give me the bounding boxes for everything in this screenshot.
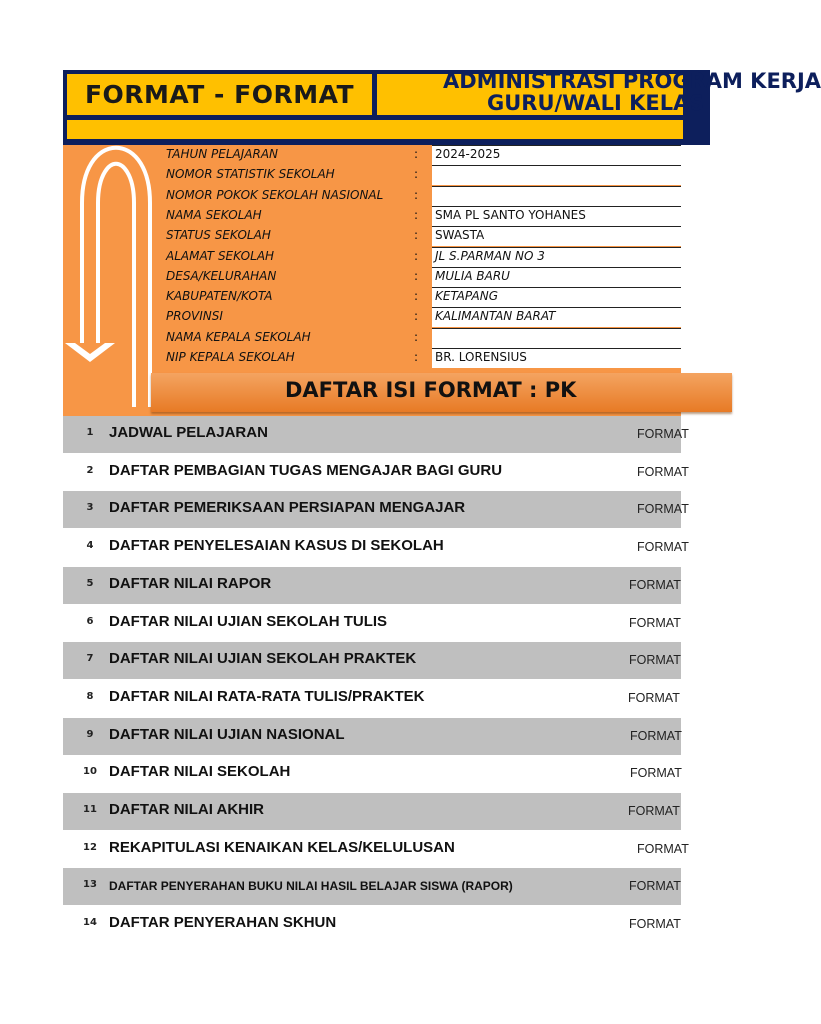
format-link[interactable]: FORMAT [628,690,680,705]
school-info-value-cell[interactable] [432,328,681,348]
school-info-row [166,226,681,246]
list-item [63,567,681,604]
school-info-colon: : [414,147,419,161]
school-info-row [166,206,681,226]
list-item-number: 5 [86,577,94,589]
list-item-title: DAFTAR PENYERAHAN BUKU NILAI HASIL BELAJAR SISWA (RAPOR) [109,879,513,894]
list-item-number: 3 [86,502,94,514]
school-info-value-cell[interactable]: SMA PL SANTO YOHANES [432,206,681,226]
header-left-title: FORMAT - FORMAT [67,74,372,115]
list-item [63,642,681,679]
school-info-label: NOMOR POKOK SEKOLAH NASIONAL [166,187,384,202]
school-info-row [166,186,681,206]
list-item-title: DAFTAR PEMERIKSAAN PERSIAPAN MENGAJAR [109,499,466,517]
list-item-title: DAFTAR NILAI UJIAN SEKOLAH PRAKTEK [109,650,417,668]
list-item-number: 14 [83,917,97,929]
format-link[interactable]: FORMAT [637,464,689,479]
format-link[interactable]: FORMAT [629,917,681,932]
format-link[interactable]: FORMAT [629,653,681,668]
school-info-colon: : [414,350,419,364]
list-item [63,491,689,528]
format-link[interactable]: FORMAT [637,502,689,517]
school-info-value-cell[interactable]: JL S.PARMAN NO 3 [432,247,681,267]
school-info-row [166,247,681,267]
format-link[interactable]: FORMAT [637,540,689,555]
school-info-row [166,348,681,368]
list-item-title: DAFTAR NILAI SEKOLAH [109,763,291,781]
school-info-row [166,267,681,287]
school-info-label: NAMA SEKOLAH [166,207,262,222]
school-info-colon: : [414,187,419,202]
header-right-title [377,69,821,115]
school-info-row [166,307,681,327]
list-item-number: 8 [86,690,94,702]
school-info-colon: : [414,207,419,222]
school-info-colon: : [414,329,419,344]
list-item-title: DAFTAR NILAI RATA-RATA TULIS/PRAKTEK [109,687,425,705]
list-item [63,454,689,491]
list-item-title: DAFTAR NILAI UJIAN SEKOLAH TULIS [109,612,388,630]
header-right-line2: GURU/WALI KELAS [487,91,705,115]
format-link[interactable]: FORMAT [630,766,682,781]
school-info-value-cell[interactable]: MULIA BARU [432,267,681,287]
list-item-number: 12 [83,841,97,853]
list-item [63,868,681,905]
school-info-value-cell[interactable] [432,165,681,185]
school-info-colon: : [414,309,419,324]
format-link[interactable]: FORMAT [629,615,681,630]
school-info-value-cell[interactable]: KETAPANG [432,287,681,307]
list-item [63,793,681,830]
school-info-colon: : [414,167,419,182]
school-info-label: NIP KEPALA SEKOLAH [166,350,295,364]
school-info-row [166,328,681,348]
school-info-label: DESA/KELURAHAN [166,268,277,283]
list-item-number: 4 [86,540,94,552]
list-item-number: 10 [83,766,97,778]
list-item-number: 13 [83,879,97,891]
format-link[interactable]: FORMAT [628,804,680,818]
school-info-colon: : [414,268,419,283]
format-link[interactable]: FORMAT [629,879,681,894]
list-item-number: 11 [83,804,97,815]
school-info-value-cell[interactable]: 2024-2025 [432,145,681,165]
list-item-number: 9 [86,728,94,740]
school-info-value-cell[interactable]: KALIMANTAN BARAT [432,307,681,327]
school-info-label: TAHUN PELAJARAN [166,147,279,161]
list-item-title: DAFTAR NILAI RAPOR [109,574,272,592]
list-item-title: DAFTAR PENYELESAIAN KASUS DI SEKOLAH [109,537,444,555]
school-info-label: ALAMAT SEKOLAH [166,248,275,263]
school-info-label: NOMOR STATISTIK SEKOLAH [166,167,335,182]
school-info-colon: : [414,289,419,304]
list-item-number: 2 [86,464,94,476]
format-link[interactable]: FORMAT [637,427,689,441]
school-info-label: PROVINSI [166,309,223,324]
school-info-row [166,145,681,165]
header-yellow-band [67,120,683,139]
list-item-number: 7 [86,653,94,665]
list-item [63,831,689,868]
school-info-row [166,287,681,307]
school-info-label: STATUS SEKOLAH [166,228,271,243]
daftar-isi-bar [151,373,732,412]
list-item [63,416,689,453]
list-item [63,906,681,943]
school-info-row [166,165,681,185]
list-item [63,680,681,717]
school-info-colon: : [414,228,419,243]
school-info-value-cell[interactable]: BR. LORENSIUS [432,348,681,368]
format-link[interactable]: FORMAT [637,841,689,856]
school-info-label: KABUPATEN/KOTA [166,289,273,304]
list-item [63,529,689,566]
list-item-number: 1 [86,427,94,438]
school-info-label: NAMA KEPALA SEKOLAH [166,329,311,344]
daftar-isi-title: DAFTAR ISI FORMAT : PK [285,378,577,402]
school-info-value-cell[interactable] [432,186,681,206]
header-right-line1: ADMINISTRASI PROGRAM KERJA [443,69,821,93]
list-item [63,718,681,755]
list-item-title: JADWAL PELAJARAN [109,424,268,441]
u-turn-down-arrow-icon [63,145,153,416]
format-link[interactable]: FORMAT [629,577,681,592]
list-item-title: DAFTAR PEMBAGIAN TUGAS MENGAJAR BAGI GURU [109,461,503,479]
list-item-number: 6 [86,615,94,627]
format-link[interactable]: FORMAT [630,728,682,743]
list-item [63,755,681,792]
list-item-title: DAFTAR PENYERAHAN SKHUN [109,914,337,932]
school-info-colon: : [414,248,419,263]
list-item-title: DAFTAR NILAI UJIAN NASIONAL [109,725,345,743]
list-item [63,605,681,642]
school-info-value-cell[interactable]: SWASTA [432,226,681,246]
header-navy-strip [683,139,710,145]
list-item-title: REKAPITULASI KENAIKAN KELAS/KELULUSAN [109,838,455,856]
list-item-title: DAFTAR NILAI AKHIR [109,801,264,818]
